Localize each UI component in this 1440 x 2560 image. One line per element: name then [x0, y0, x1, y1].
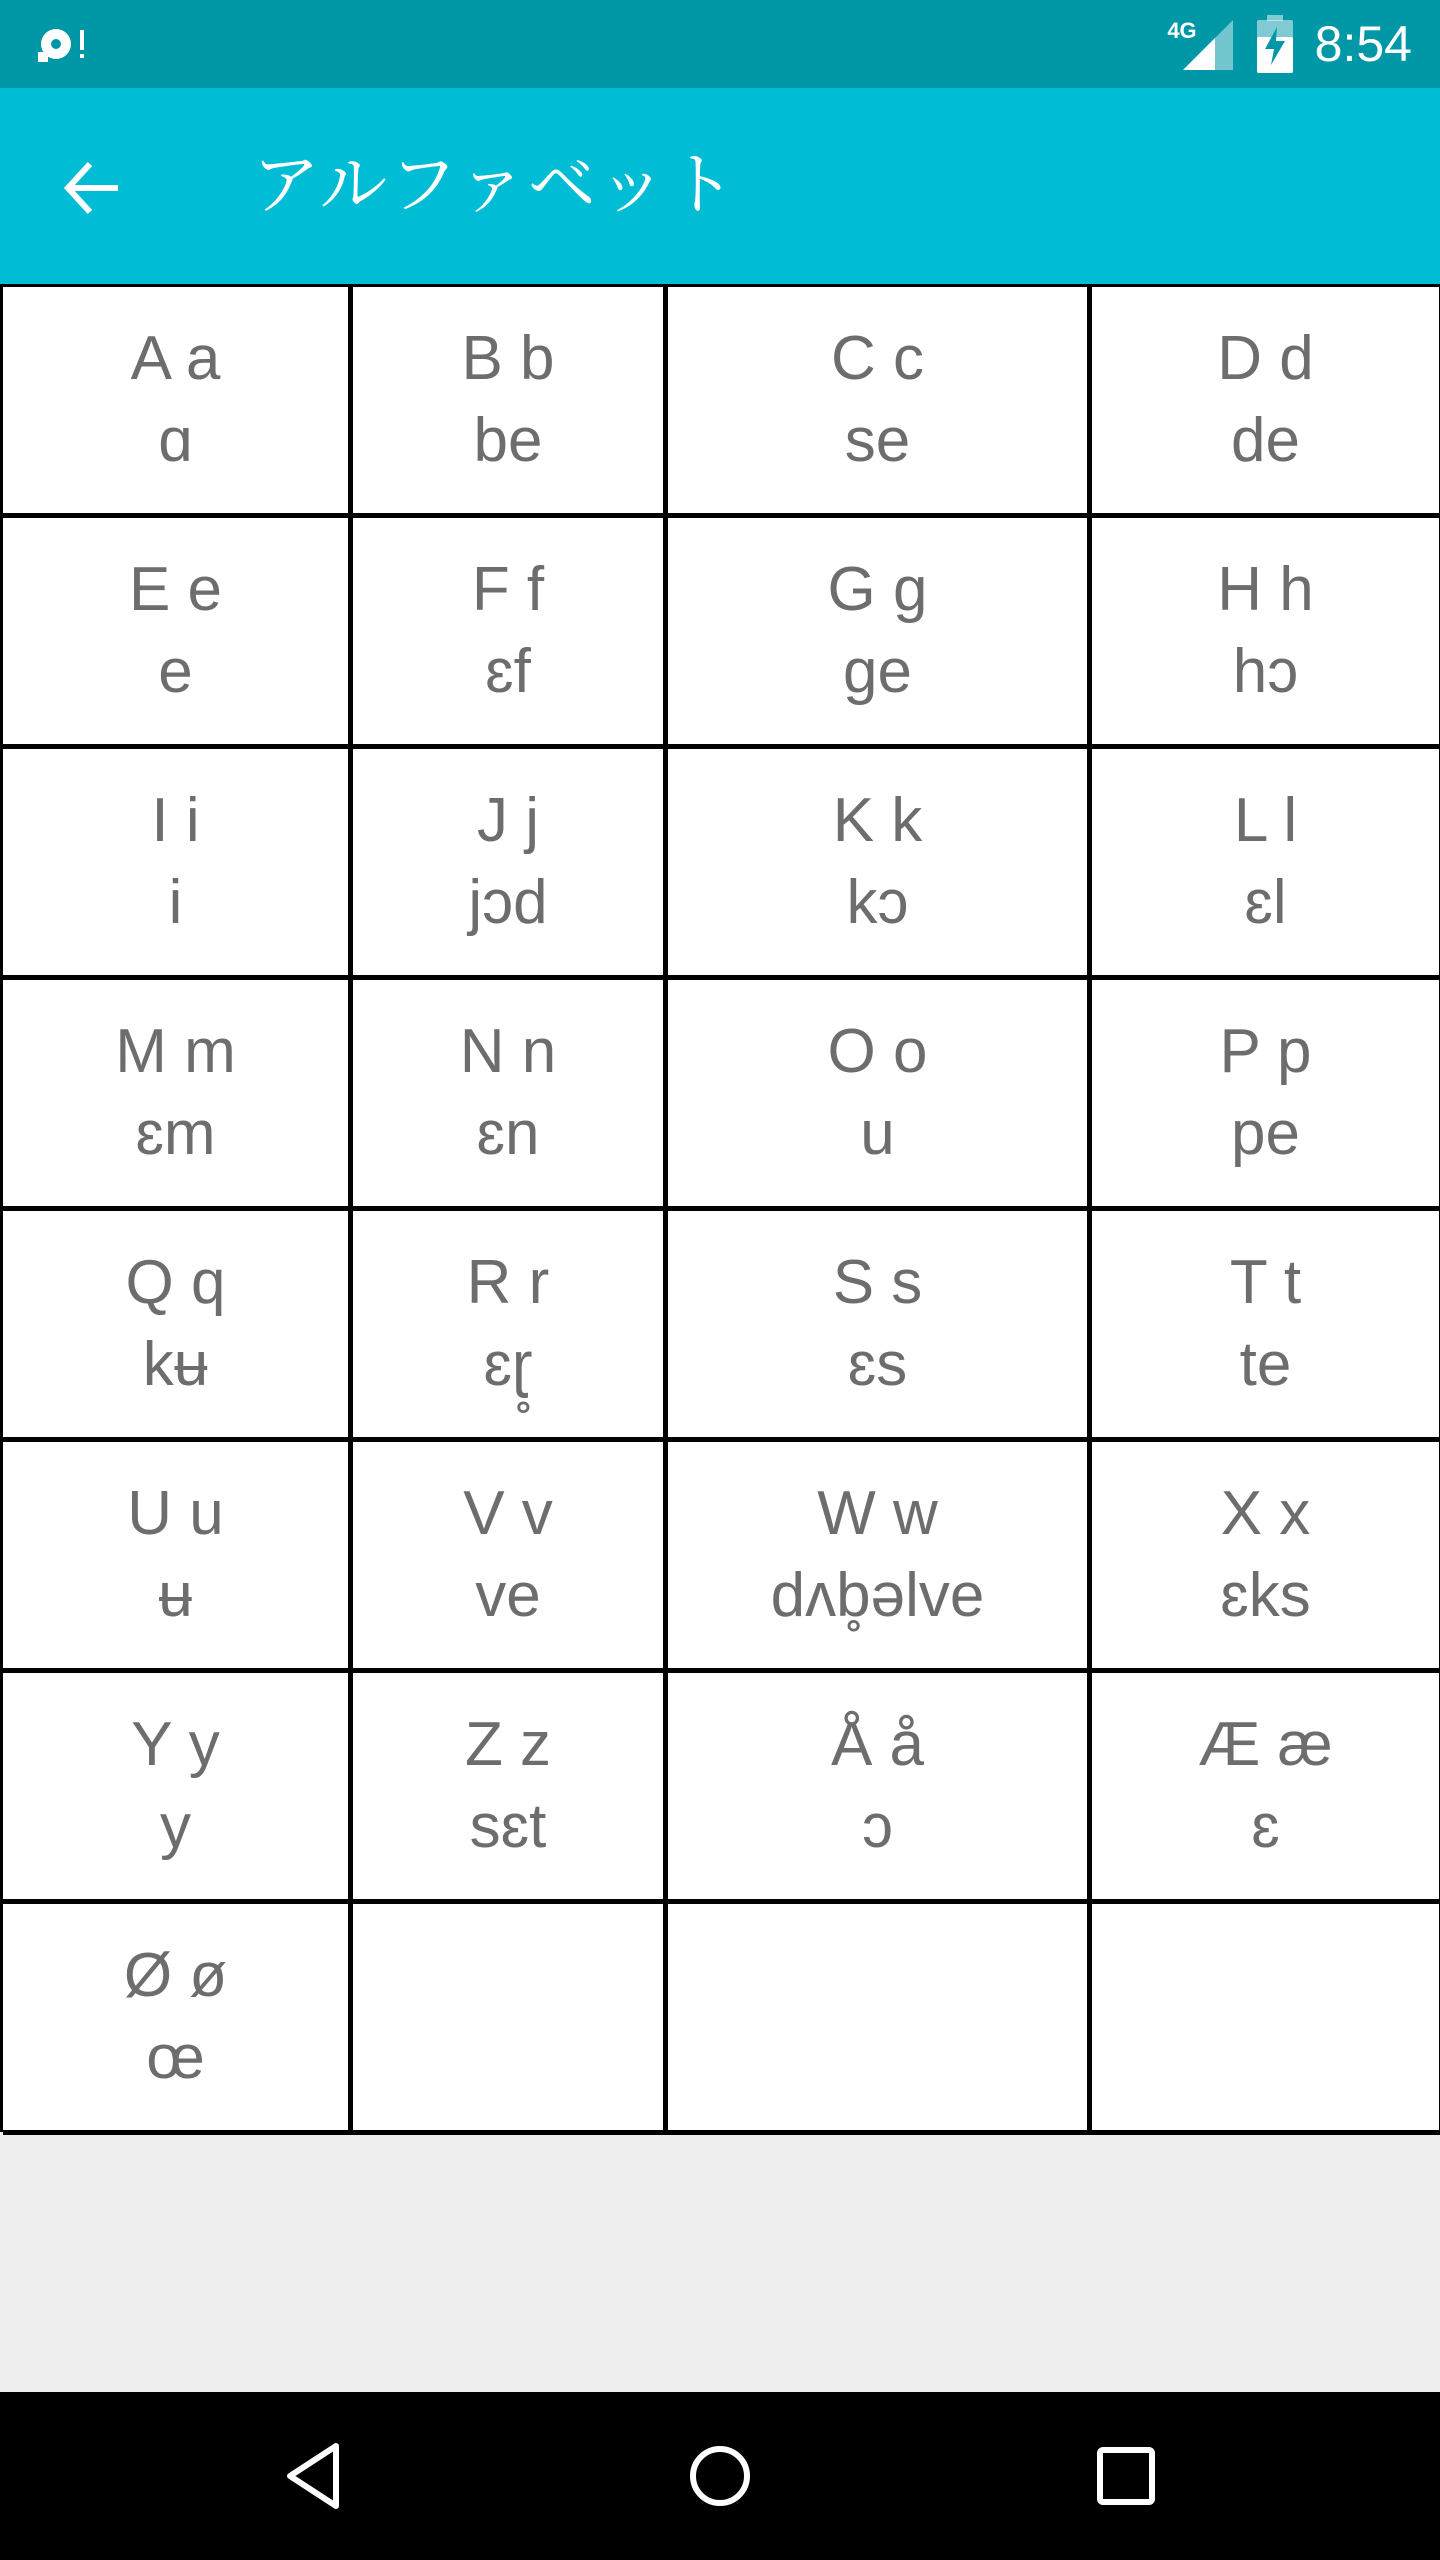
letter-cell[interactable]: [668, 1442, 1092, 1673]
letter-cell[interactable]: [353, 1673, 668, 1904]
pronunciation-label: kɔ: [846, 868, 909, 937]
nav-recents-button[interactable]: [1080, 2430, 1172, 2522]
nav-home-icon: [684, 2440, 756, 2512]
letter-cell[interactable]: [353, 749, 668, 980]
nav-recents-icon: [1090, 2440, 1162, 2512]
letter-cell[interactable]: [3, 1211, 353, 1442]
pronunciation-label: sɛt: [469, 1792, 547, 1861]
letter-label: A a: [130, 324, 221, 393]
pronunciation-label: œ: [146, 2023, 205, 2092]
letter-label: V v: [463, 1479, 553, 1548]
letter-cell[interactable]: [1092, 749, 1440, 980]
status-bar: [0, 0, 1440, 88]
letter-label: S s: [832, 1248, 923, 1317]
letter-cell[interactable]: [1092, 1442, 1440, 1673]
letter-label: U u: [127, 1479, 224, 1548]
letter-label: X x: [1220, 1479, 1311, 1548]
letter-label: P p: [1219, 1017, 1312, 1086]
letter-cell[interactable]: [1092, 980, 1440, 1211]
pronunciation-label: jɔd: [468, 868, 548, 937]
letter-label: M m: [115, 1017, 236, 1086]
letter-cell[interactable]: [353, 287, 668, 518]
pronunciation-label: ge: [843, 637, 912, 706]
nav-back-button[interactable]: [270, 2430, 362, 2522]
letter-cell[interactable]: [668, 287, 1092, 518]
back-button[interactable]: [44, 140, 140, 236]
letter-cell[interactable]: [1092, 518, 1440, 749]
letter-label: Y y: [131, 1710, 220, 1779]
letter-label: W w: [817, 1479, 938, 1548]
letter-label: F f: [471, 555, 545, 624]
pronunciation-label: de: [1231, 406, 1300, 475]
letter-cell[interactable]: [3, 518, 353, 749]
network-type: 4G: [1167, 18, 1197, 43]
letter-cell[interactable]: [353, 518, 668, 749]
letter-label: O o: [827, 1017, 928, 1086]
pronunciation-label: ɛl: [1244, 868, 1287, 937]
nav-home-button[interactable]: [674, 2430, 766, 2522]
pronunciation-label: ɛm: [135, 1099, 216, 1168]
letter-label: Ø ø: [123, 1941, 228, 2010]
letter-cell[interactable]: [1092, 1673, 1440, 1904]
app-bar: [0, 88, 1440, 284]
letter-label: Æ æ: [1198, 1710, 1333, 1779]
letter-label: Å å: [830, 1710, 925, 1779]
pronunciation-label: ɛ: [1251, 1792, 1280, 1861]
letter-label: J j: [477, 786, 539, 855]
signal-icon: [1179, 16, 1235, 72]
pronunciation-label: ʉ: [158, 1561, 193, 1630]
nav-back-icon: [280, 2440, 352, 2512]
pronunciation-label: ɔ: [862, 1792, 893, 1861]
empty-cell: [353, 1904, 668, 2135]
pronunciation-label: kʉ: [142, 1330, 209, 1399]
pronunciation-label: ɛf: [485, 637, 531, 706]
letter-cell[interactable]: [668, 980, 1092, 1211]
letter-label: R r: [466, 1248, 550, 1317]
letter-cell[interactable]: [3, 980, 353, 1211]
navigation-bar: [0, 2392, 1440, 2560]
pronunciation-label: dʌb̥əlve: [770, 1561, 985, 1630]
letter-label: C c: [831, 324, 924, 393]
pronunciation-label: ve: [475, 1561, 541, 1630]
letter-cell[interactable]: [668, 749, 1092, 980]
status-right: [1167, 0, 1412, 88]
pronunciation-label: te: [1239, 1330, 1292, 1399]
arrow-back-icon: [60, 156, 124, 220]
letter-cell[interactable]: [353, 1211, 668, 1442]
pronunciation-label: i: [168, 868, 183, 937]
letter-cell[interactable]: [1092, 1211, 1440, 1442]
pronunciation-label: ɛks: [1220, 1561, 1311, 1630]
letter-cell[interactable]: [353, 1442, 668, 1673]
letter-label: N n: [459, 1017, 557, 1086]
letter-label: D d: [1217, 324, 1314, 393]
letter-cell[interactable]: [353, 980, 668, 1211]
clock: 8:54: [1314, 16, 1412, 72]
page-title: アルファベット: [252, 146, 738, 225]
letter-label: E e: [128, 555, 223, 624]
letter-cell[interactable]: [1092, 287, 1440, 518]
letter-label: Z z: [464, 1710, 552, 1779]
letter-label: L l: [1233, 786, 1298, 855]
pronunciation-label: hɔ: [1232, 637, 1299, 706]
letter-cell[interactable]: [3, 1673, 353, 1904]
pronunciation-label: se: [844, 406, 911, 475]
letter-label: K k: [832, 786, 923, 855]
letter-cell[interactable]: [3, 287, 353, 518]
pronunciation-label: ɛn: [476, 1099, 540, 1168]
empty-cell: [1092, 1904, 1440, 2135]
letter-cell[interactable]: [668, 1211, 1092, 1442]
pronunciation-label: be: [473, 406, 543, 475]
battery-charging-icon: [1257, 15, 1293, 73]
letter-label: H h: [1217, 555, 1314, 624]
letter-label: I i: [151, 786, 200, 855]
pronunciation-label: ɛs: [847, 1330, 908, 1399]
alphabet-grid: [0, 284, 1440, 2132]
letter-cell[interactable]: [668, 518, 1092, 749]
letter-cell[interactable]: [3, 749, 353, 980]
pronunciation-label: y: [160, 1792, 191, 1861]
letter-cell[interactable]: [3, 1904, 353, 2135]
pronunciation-label: ɑ: [158, 406, 193, 475]
letter-label: B b: [461, 324, 555, 393]
letter-cell[interactable]: [668, 1673, 1092, 1904]
letter-cell[interactable]: [3, 1442, 353, 1673]
letter-label: G g: [827, 555, 928, 624]
pronunciation-label: ɛɽ̥: [483, 1330, 533, 1399]
letter-label: Q q: [125, 1248, 226, 1317]
sync-disc-icon: [36, 22, 92, 66]
pronunciation-label: pe: [1231, 1099, 1300, 1168]
pronunciation-label: e: [158, 637, 193, 706]
pronunciation-label: u: [860, 1099, 895, 1168]
letter-label: T t: [1229, 1248, 1302, 1317]
empty-cell: [668, 1904, 1092, 2135]
